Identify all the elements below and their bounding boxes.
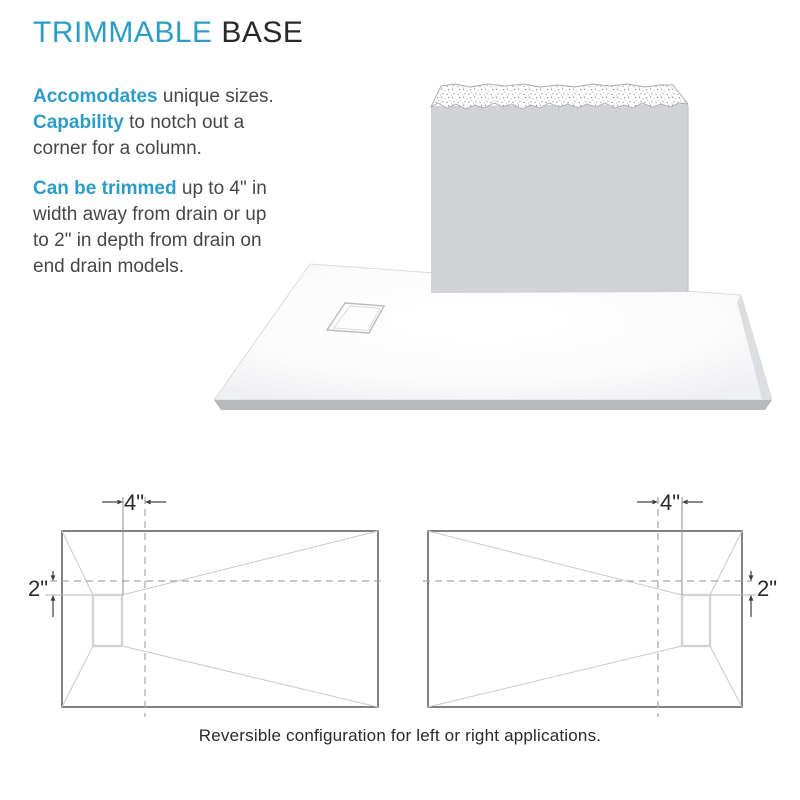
left-width-label: 4" — [123, 490, 145, 515]
trim-text-1: up to 4" in — [176, 178, 267, 199]
right-diagram — [423, 490, 777, 717]
intro-text-1: unique sizes. — [157, 86, 274, 107]
base-front-edge — [214, 400, 772, 410]
right-drain-outline — [682, 595, 710, 646]
intro-text-2a: to notch out a — [123, 112, 245, 133]
trim-lead: Can be trimmed — [33, 178, 177, 199]
left-depth-dimension — [51, 571, 56, 617]
trimmable-base-illustration — [214, 84, 772, 410]
title-rest: BASE — [221, 16, 304, 49]
intro-lead-2: Capability — [33, 112, 124, 133]
wall-broken-top — [431, 84, 688, 109]
left-drain-outline — [93, 595, 122, 646]
trim-text-4: end drain models. — [33, 256, 185, 277]
left-diagram — [28, 490, 381, 717]
reversible-caption: Reversible configuration for left or right applications. — [198, 726, 602, 745]
wall-face — [431, 104, 688, 293]
right-width-label: 4" — [659, 490, 681, 515]
left-depth-label: 2" — [27, 576, 48, 601]
right-depth-label: 2" — [757, 576, 778, 601]
trim-text-2: width away from drain or up — [33, 204, 267, 225]
intro-text-2b: corner for a column. — [33, 138, 202, 159]
intro-lead-1: Accomodates — [33, 86, 158, 107]
right-depth-dimension — [749, 571, 754, 617]
trim-text-3: to 2" in depth from drain on — [33, 230, 262, 251]
title-accent: TRIMMABLE — [33, 16, 213, 49]
